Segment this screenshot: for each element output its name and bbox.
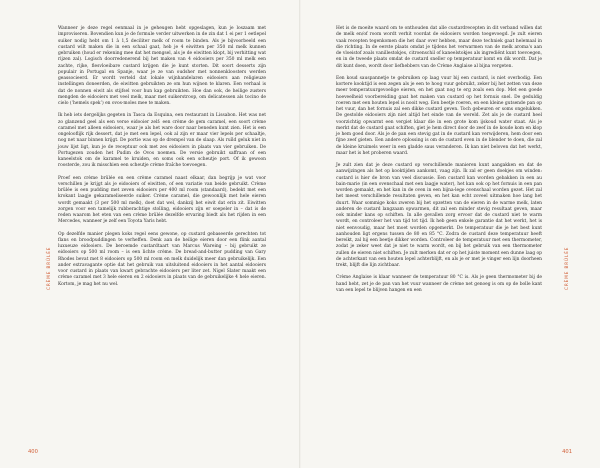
paragraph: Je zult zien dat je deze custard op verschillende manieren kunt aangakken en dat de aanwijzingen als het op kooktijden aankomt, vaag zijn. Ik zal er geen doekjes om winden: custard is hier de bron van veel discussie. Een custard kan worden gebakken in een au bain-marie (in een ovenschaal met een laagje water), het kan ook op het fornuis in een pan worden gemaakt, en het kan in de oven in een bijna-lege ovenschaal worden gezet. Het zal het meest verschillende resultaten geven, en het kan echt zoveel uitmaken hoe lang het duurt. Waar sommige koks zweren bij het opzetten van de eieren in de warme melk, laten anderen de custard langzaam opwarmen, dit zal een minder stevig resultaat geven, maar ook minder kans op schiften. In alle gevallen zorg ervoor dat de custard niet te warm wordt, en controleer het van tijd tot tijd. Ik heb geen enkele garantie dat het werkt, het is niet eenvoudig, maar het moet worden opgemerkt. De temperatuur die je het best kunt aanhouden ligt ergens tussen de 80 en 85 °C. Zodra de custard deze temperatuur heeft bereikt, zal hij een beetje dikker worden. Controleer de temperatuur met een thermometer, zodat je zeker weet dat je niet te warm wordt, en bij het gebruik van een thermometer zullen de eieren niet schiften. Je zult merken dat er op het juiste moment een dunne laag op de achterkant van een houten lepel achterblijft, en als je er met je vinger een lijn doorheen trekt, blijft die lijn zichtbaar. (336, 163, 542, 268)
paragraph: Wanneer je deze regel eenmaal in je geheugen hebt opgeslagen, kun je loszaam met improviseren. Bovendien kun je de formule verder uitwerken in de zin dat 1 ei per 1 eetlepel suiker nodig hebt om 1 à 1,5 deciliter melk of room te binden. Als je bijvoorbeeld een custard wilt maken die in een schaal gaat, heb je 4 eiwitten per 350 ml melk kunnen gebruiken (houd er rekening mee dat het mengsel, als je de eiwitten klopt, bij verhitting wat rijzen zal). Logisch doorredenerend bij het maken van 4 eidooiers per 350 ml melk een zachte, rijke, flesvloeibare custard krijgen die je kunt storten. Dit soort desserts zijn populair in Portugal en Spanje, waar je ze van oudsher met nonnenkloosters werden geassocieerd. Er wordt verteld dat lokale wijnhandelaren eidooiers aan religieuze instellingen doneerden, de eiwitten gebruikten ze om hun wijnen te klaren. Een verhaal is dat de nonnen eiwit als stijfsel voor hun kap gebruikten. Hoe dan ook, de heilige zusters mengden de eidooiers met veel melk, maar met suikerstroop, om delicatessen als tocino de cielo (‘hemels spek’) en ovos-moles mee te maken. (58, 26, 266, 106)
paragraph: Het is de moeite waard om te onthouden dat alle custardrecepten in dit verband willen dat de melk en/of room wordt verhit voordat de eidooiers worden toegevoegd. Je zult eieren vaak recepten tegenkomen die het daar over hebben, maar deze techniek gaat helemaal in die richting. In de eerste plaats omdat je tijdens het verwarmen van de melk aroma's aan de vloeistof zoals vanillestokjes, citroenschil of kaneelstokjes als ingrediënt kunt toevoegen, en in de tweede plaats omdat de custard sneller op temperatuur komt en dik wordt. Dat je dit kunt doen, wordt door liefhebbers van de Crème Anglaise al bijna vergeten. (336, 26, 542, 69)
page-number: 401 (562, 449, 572, 455)
paragraph: Op dezelfde manier plegen koks regel eens gewone, op custard gebaseerde gerechten tot flans en broodpuddingen te verheffen. Denk aan de heilige eieren door een flink aantal luxueuze eidooiers. De beroemde custardtaart van Marcus Wareing – bij gebruikt ze eidooiers op 500 ml room – is een lichte crème. De bread-and-butter pudding van Gary Rhodes bevat met 8 eidooiers op 500 ml room en melk duidelijk meer dan gebruikelijk. Een ander extravagante optie dat het gebruik van uitsluitend eidooiers in het aantal eidooiers voor custard in plaats van kwart gebrachte eidooiers per liter zet. Nigel Slater maakt een crème caramel met 3 hele eieren en 2 eidooiers in plaats van de gebruikelijke 4 hele eieren. Kortom, je mag het nu wel. (58, 231, 266, 287)
running-head: CRÈME BRÛLÉE (564, 246, 569, 290)
running-head: CRÈME BRÛLÉE (46, 246, 51, 290)
right-page (300, 0, 600, 468)
paragraph: Een koud sauspannetje te gebruiken op laag vuur bij een custard, is niet overbodig. Een kortere kooktijd is een zegen als je een te hoog vuur gebruikt, zeker bij het zetten van deze meer temperatuurgevoelige eieren, en het gaat nog te erg zoals een dop. Met een goede hoeveelheid voorbereiding gaat het maken van custard op het fornuis snel. De geduldig roeren met een houten lepel is nooit weg. Een beetje roeren, en een kleine gutsende pan op het vuur, dan het fornuis zal een dikke custard geven. Toch gebeuren er soms ongelukken. De gestolde eidooiers zijn niet altijd het einde van de wereld. Zet als je de custard heel voorzichtig opwarmt een vergiet klaar die in een grote kom ijskoud water staat. Als je merkt dat de custard gaat schiften, giet je hem direct door de zeef in de koude kom en klop je hem goed door. Als je de pan een stevig gat in de custard kan verwijderen, hem door een fijne zeef gieten. Een andere oplossing is om de custard even in de blender te doen, die zal de kleine kruimels weer in een gladde saus veranderen. Ik kan niet beloven dat het werkt, maar het is het proberen waard. (336, 75, 542, 156)
left-body-text (58, 26, 266, 288)
paragraph: Proef een crème brûlée en een crème caramel naast elkaar, dan begrijp je wat voor verschillen je krijgt als je eidooiers of eiwitten, of een variatie van beide gebruikt. Crème brûlée is een pudding met zeven eidooiers per 400 ml room (standaard), bedekt met een krokant laagje gekarameliseerde suiker. Crème caramel, die gewoonlijk met hele eieren wordt gemaakt (3 per 500 ml melk), doet dat wel, dankzij het eiwit dat erin zit. Eiwitten zorgen voor een tamelijk rubberachtige stolling, eidooiers zijn er soepeler in – dat is de reden waarom het eten van een crème brûlée dezelfde ervaring biedt als het rijden in een Mercedes, wanneer je zelf een Toyota Yaris hebt. (58, 175, 266, 225)
right-body-text (336, 26, 542, 294)
paragraph: Crème Anglaise is klaar wanneer de temperatuur 80 °C is. Als je geen thermometer bij de hand hebt, zet je de pan van het vuur wanneer de crème net genoeg is om op de bolle kant van een lepel te blijven hangen en een (336, 275, 542, 293)
page-number: 400 (28, 449, 38, 455)
paragraph: Ik heb iets dergelijks gegeten in Tasca da Esquina, een restaurant in Lissabon. Het was net zo glanzend geel als een verse eidooier zelf: een crème de gem caramel, een soort crème caramel met alleen eidooiers, waar je als het ware door naar beneden kunt zien. Het is een ongelooflijk rijk dessert, dat je met een lepel, ook al zijn er maar vier lepels per schaaltje, nog net naar binnen krijgt. De portie was op de drempel van de slaap. Als ruïld geluk niet in jouw lijst ligt, kun je de receptuur ook met zes eidooiers in plaats van vier gebruiken. De Portugezen zouden het Pudim de Ovos noemen. De versie gebruikt saffraan of een kaneelstok om de karamel te kruiden, en soms ook een scheutje port. Of ik gewoon roosterde, zou ik misschien een scheutje crème fraîche toevoegen. (58, 113, 266, 169)
